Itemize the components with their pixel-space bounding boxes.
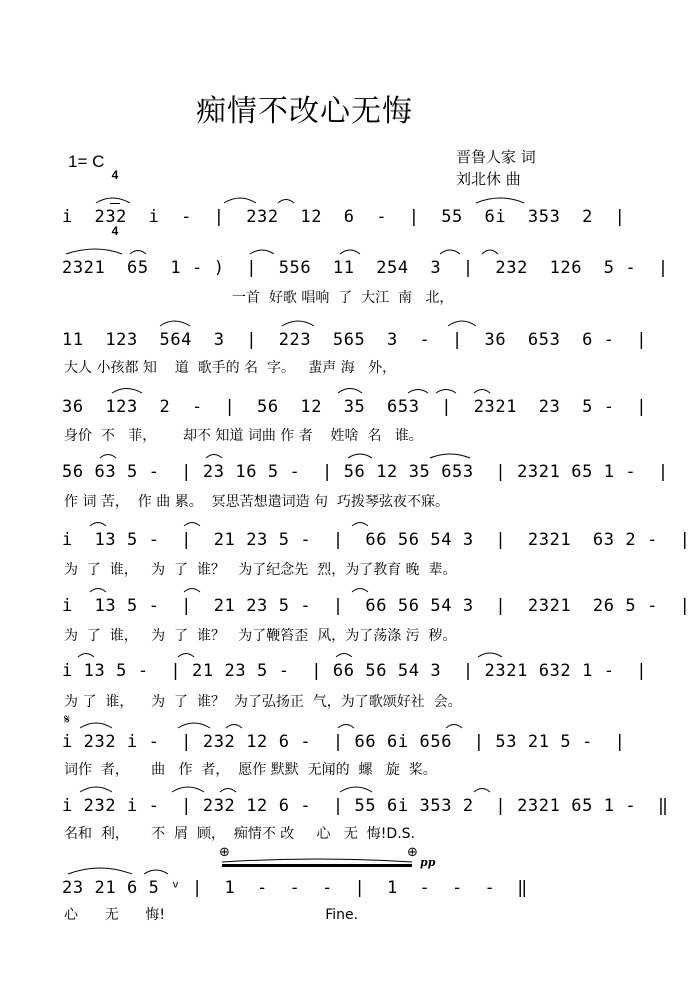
composer-credit: 刘北休 曲: [456, 170, 521, 188]
slur: [100, 455, 116, 459]
slur: [430, 454, 470, 458]
slur: [408, 390, 428, 394]
score-row-3-lyrics: 大人 小孩都 知 道 歌手的 名 字。 蜚声 海 外，: [64, 360, 397, 376]
slur: [352, 523, 368, 527]
score-row-7-notes: i 13 5 - | 21 23 5 - | 66 56 54 3 | 2321 26 5 - |: [62, 596, 690, 616]
score-row-4-notes: 36 123 2 - | 56 12 35 653 | 2321 23 5 - |: [62, 397, 648, 417]
slur: [66, 249, 122, 254]
segno-sign: 𝄋: [64, 712, 71, 728]
slur: [250, 250, 274, 254]
slur: [206, 455, 222, 459]
crescendo-bar: [222, 864, 412, 867]
score-row-6-notes: i 13 5 - | 21 23 5 - | 66 56 54 3 | 2321 63 2 - |: [62, 530, 690, 550]
slur: [184, 589, 200, 593]
time-signature-top: 4: [111, 168, 119, 182]
tie-long: [222, 859, 412, 862]
slur: [340, 787, 372, 792]
slur: [144, 870, 168, 874]
score-row-2-lyrics: 一首 好歌 唱响 了 大江 南 北，: [232, 290, 454, 306]
score-row-3-notes: 11 123 564 3 | 223 565 3 - | 36 653 6 - |: [62, 330, 648, 350]
slur: [478, 653, 502, 657]
score-row-10-notes: i 232 i - | 232 12 6 - | 55 6i 353 2 | 2321 65 1 - ‖: [62, 796, 669, 816]
slur: [90, 589, 106, 593]
score-row-1-notes: i 232 i - | 232 12 6 - | 55 6i 353 2 |: [62, 207, 626, 227]
slur: [448, 321, 476, 326]
slur: [352, 589, 368, 593]
coda-sign-1: ⊕: [219, 845, 230, 860]
slur: [96, 198, 130, 203]
slur: [474, 789, 490, 793]
score-row-11-notes: 23 21 6 5 ᵛ | 1 - - - | 1 - - - ‖: [62, 878, 528, 898]
score-row-8-lyrics: 为 了 谁， 为 了 谁？ 为了弘扬正 气，为了歌颂好社 会。: [64, 694, 462, 710]
slur: [338, 389, 362, 394]
slur: [474, 390, 490, 394]
lyricist-credit: 晋鲁人家 词: [456, 148, 536, 166]
slur: [68, 868, 132, 874]
slur: [338, 725, 354, 729]
slur: [172, 787, 204, 792]
slur: [340, 250, 360, 254]
score-row-5-notes: 56 63 5 - | 23 16 5 - | 56 12 35 653 | 2321 65 1 - |: [62, 462, 669, 482]
slur: [130, 251, 146, 255]
score-row-5-lyrics: 作 词 苦， 作 曲 累。 冥思苦想遣词造 句 巧拨琴弦夜不寐。: [64, 494, 449, 510]
score-row-10-lyrics: 名和 利， 不 屑 顾， 痴情不 改 心 无 悔!D.S.: [64, 826, 415, 842]
score-row-4-lyrics: 身价 不 菲， 却不 知道 词曲 作 者 姓啥 名 谁。: [64, 428, 423, 444]
slur: [348, 454, 372, 458]
slur: [80, 723, 112, 728]
slur: [476, 198, 524, 203]
slur: [184, 523, 200, 527]
score-row-8-notes: i 13 5 - | 21 23 5 - | 66 56 54 3 | 2321 632 1 - |: [62, 661, 648, 681]
slur: [224, 198, 256, 203]
slur: [160, 321, 190, 326]
slur: [436, 390, 456, 394]
slur: [440, 250, 460, 254]
slur: [226, 725, 242, 729]
page-title: 痴情不改心无悔: [196, 94, 413, 129]
slur: [178, 654, 194, 658]
slur: [220, 789, 236, 793]
score-row-6-lyrics: 为 了 谁， 为 了 谁？ 为了纪念先 烈，为了教育 晚 辈。: [64, 562, 457, 578]
slur: [90, 523, 106, 527]
score-row-2-notes: 2321 65 1 - ) | 556 11 254 3 | 232 126 5 - |: [62, 258, 669, 278]
score-row-9-notes: i 232 i - | 232 12 6 - | 66 6i 656 | 53 21 5 - |: [62, 732, 626, 752]
slur: [80, 787, 112, 792]
score-row-9-lyrics: 词作 者， 曲 作 者， 愿作 默默 无闻的 螺 旋 桨。: [64, 762, 437, 778]
time-signature-bottom: 4: [111, 224, 119, 238]
score-row-11-lyrics: 心 无 悔! Fine.: [64, 907, 359, 923]
slur: [78, 654, 94, 658]
dynamic-marking: pp: [420, 856, 436, 869]
slur: [282, 321, 314, 326]
slur: [482, 250, 498, 254]
key-signature: 1= C: [68, 152, 105, 171]
slur: [112, 389, 142, 394]
coda-sign-2: ⊕: [407, 845, 418, 860]
slur: [178, 723, 210, 728]
slur: [336, 654, 352, 658]
slur: [446, 725, 462, 729]
score-row-7-lyrics: 为 了 谁， 为 了 谁？ 为了鞭笞歪 风，为了荡涤 污 秽。: [64, 628, 457, 644]
slur: [278, 200, 294, 204]
